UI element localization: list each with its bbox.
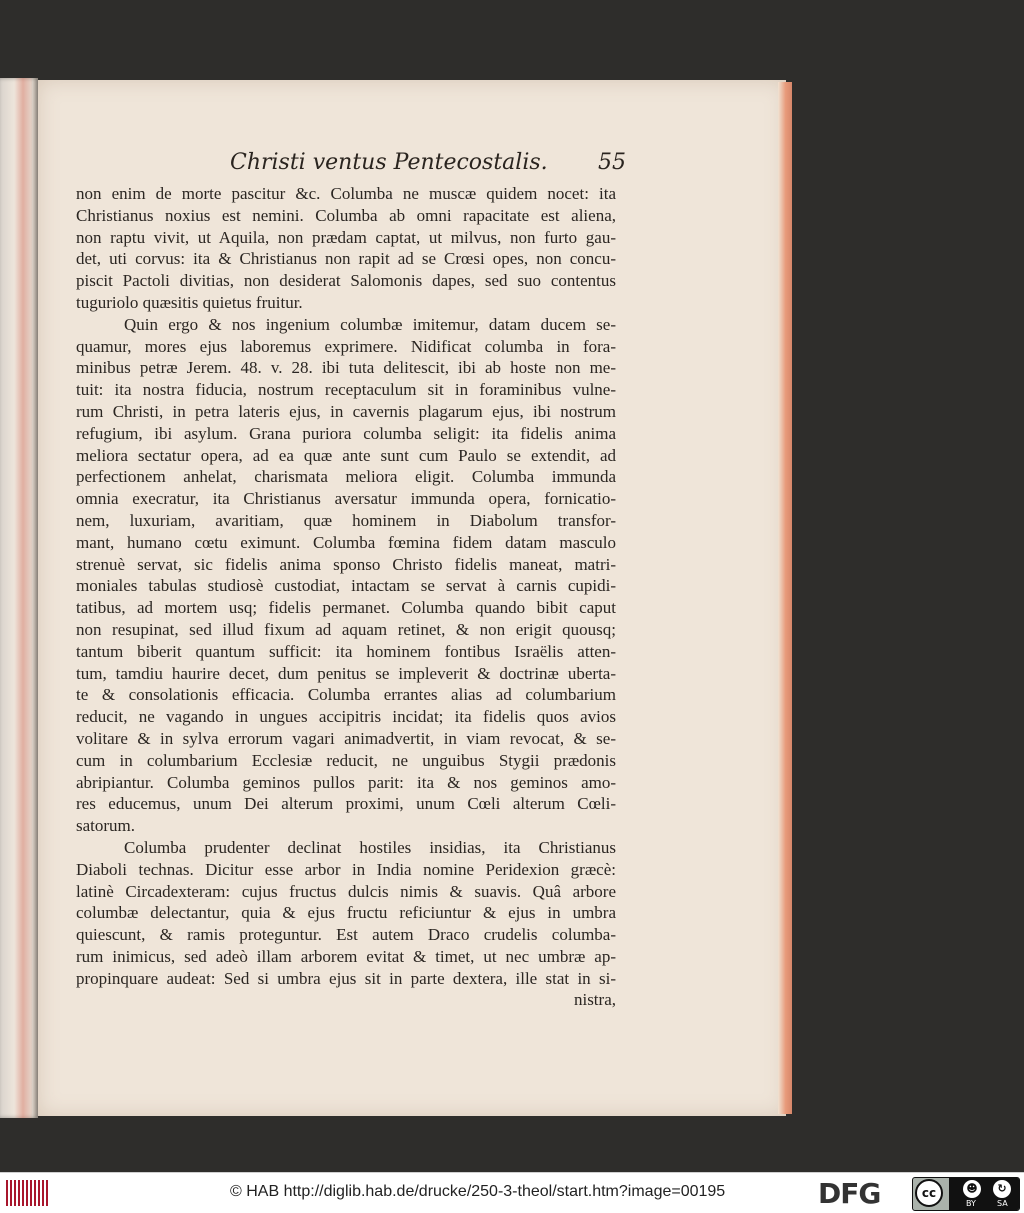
text-line: minibus petræ Jerem. 48. v. 28. ibi tuta delitescit, ibi ab hoste non me- — [76, 358, 616, 378]
by-label: BY — [966, 1199, 976, 1208]
text-line: Diaboli technas. Dicitur esse arbor in India nomine Peridexion græcè: — [76, 859, 616, 879]
text-line: rum inimicus, sed adeò illam arborem evitat & timet, ut nec umbræ ap- — [76, 946, 616, 966]
text-line: Columba prudenter declinat hostiles insidias, ita Christianus — [124, 837, 616, 857]
text-line: rum Christi, in petra lateris ejus, in cavernis plagarum ejus, ibi nostrum — [76, 401, 616, 421]
text-line: piscit Pactoli divitias, non desiderat Salomonis dapes, sed suo contentus — [76, 271, 616, 291]
text-line: reducit, ne vagando in ungues accipitris incidat; ita fidelis quos avios — [76, 707, 616, 727]
text-line: propinquare audeat: Sed si umbra ejus sit in parte dextera, ille stat in si- — [76, 968, 616, 988]
dfg-logo[interactable]: DFG — [818, 1177, 881, 1210]
text-line: meliora sectatur opera, ad ea quæ ante sunt cum Paulo se extendit, ad — [76, 445, 616, 465]
cc-license-badge[interactable] — [912, 1177, 1020, 1211]
catchword: nistra, — [573, 990, 616, 1010]
text-line: cum in columbarium Ecclesiæ reducit, ne unguibus Stygii prædonis — [76, 750, 616, 770]
text-line: te & consolationis efficacia. Columba errantes alias ad columbarium — [76, 685, 616, 705]
text-line: tuit: ita nostra fiducia, nostrum receptaculum sit in foraminibus vulne- — [76, 380, 616, 400]
text-line: tum, tamdiu haurire decet, dum penitus se impleverit & doctrinæ uberta- — [76, 663, 616, 683]
copyright-link[interactable]: © HAB http://diglib.hab.de/drucke/250-3-theol/start.htm?image=00195 — [230, 1183, 726, 1200]
text-line: abripiantur. Columba geminos pullos parit: ita & nos geminos amo- — [76, 772, 616, 792]
library-logo-icon[interactable] — [6, 1180, 48, 1206]
text-line: latinè Circadexteram: cujus fructus dulcis nimis & suavis. Quâ arbore — [76, 881, 616, 901]
text-line: columbæ delectantur, quia & ejus fructu reficiuntur & ejus in umbra — [76, 903, 616, 923]
cc-icon: cc — [915, 1179, 943, 1207]
page-edge — [778, 82, 792, 1114]
text-line: det, uti corvus: ita & Christianus non rapit ad se Crœsi opes, non concu- — [76, 249, 616, 269]
share-alike-icon: ↻ — [993, 1180, 1011, 1198]
facing-page-edge — [0, 78, 38, 1118]
footer-bar — [0, 1172, 1024, 1213]
text-line: satorum. — [76, 816, 136, 836]
text-line: non raptu vivit, ut Aquila, non prædam captat, ut milvus, non furto gau- — [76, 227, 616, 247]
text-line: tantum biberit quantum sufficit: ita hominem fontibus Israëlis atten- — [76, 641, 616, 661]
text-line: omnia execratur, ita Christianus aversatur immunda opera, fornicatio- — [76, 489, 616, 509]
sa-label: SA — [997, 1199, 1008, 1208]
text-line: non resupinat, sed illud fixum ad aquam retinet, & non erigit quousq; — [76, 619, 616, 639]
text-line: mant, humano cœtu eximunt. Columba fœmina fidem datam masculo — [76, 532, 616, 552]
text-line: non enim de morte pascitur &c. Columba ne muscæ quidem nocet: ita — [76, 184, 616, 203]
text-line: Christianus noxius est nemini. Columba ab omni rapacitate est aliena, — [76, 205, 616, 225]
text-line: Quin ergo & nos ingenium columbæ imitemur, datam ducem se- — [124, 314, 616, 334]
running-head: Christi ventus Pentecostalis. — [230, 150, 548, 175]
text-line: strenuè servat, sic fidelis anima sponso Christo fidelis maneat, matri- — [76, 554, 616, 574]
text-line: nem, luxuriam, avaritiam, quæ hominem in Diabolum transfor- — [76, 510, 616, 530]
text-line: perfectionem anhelat, charismata meliora eligit. Columba immunda — [76, 467, 616, 487]
text-line: refugium, ibi asylum. Grana puriora columba seligit: ita fidelis anima — [76, 423, 616, 443]
text-line: quamur, mores ejus laboremus exprimere. Nidificat columba in fora- — [76, 336, 616, 356]
page-text — [76, 183, 616, 1013]
text-line: res educemus, unum Dei alterum proximi, unum Cœli alterum Cœli- — [76, 794, 616, 814]
page-number: 55 — [598, 150, 626, 175]
text-line: tuguriolo quæsitis quietus fruitur. — [76, 292, 303, 312]
text-line: moniales tabulas studiosè custodiat, intactam se servat à carnis cupidi- — [76, 576, 616, 596]
text-line: volitare & in sylva errorum vagari animadvertit, in viam revocat, & se- — [76, 728, 616, 748]
text-line: tatibus, ad mortem usq; fidelis permanet. Columba quando bibit caput — [76, 598, 616, 618]
attribution-icon: ☻ — [963, 1180, 981, 1198]
text-line: quiescunt, & ramis proteguntur. Est autem Draco crudelis columba- — [76, 925, 616, 945]
